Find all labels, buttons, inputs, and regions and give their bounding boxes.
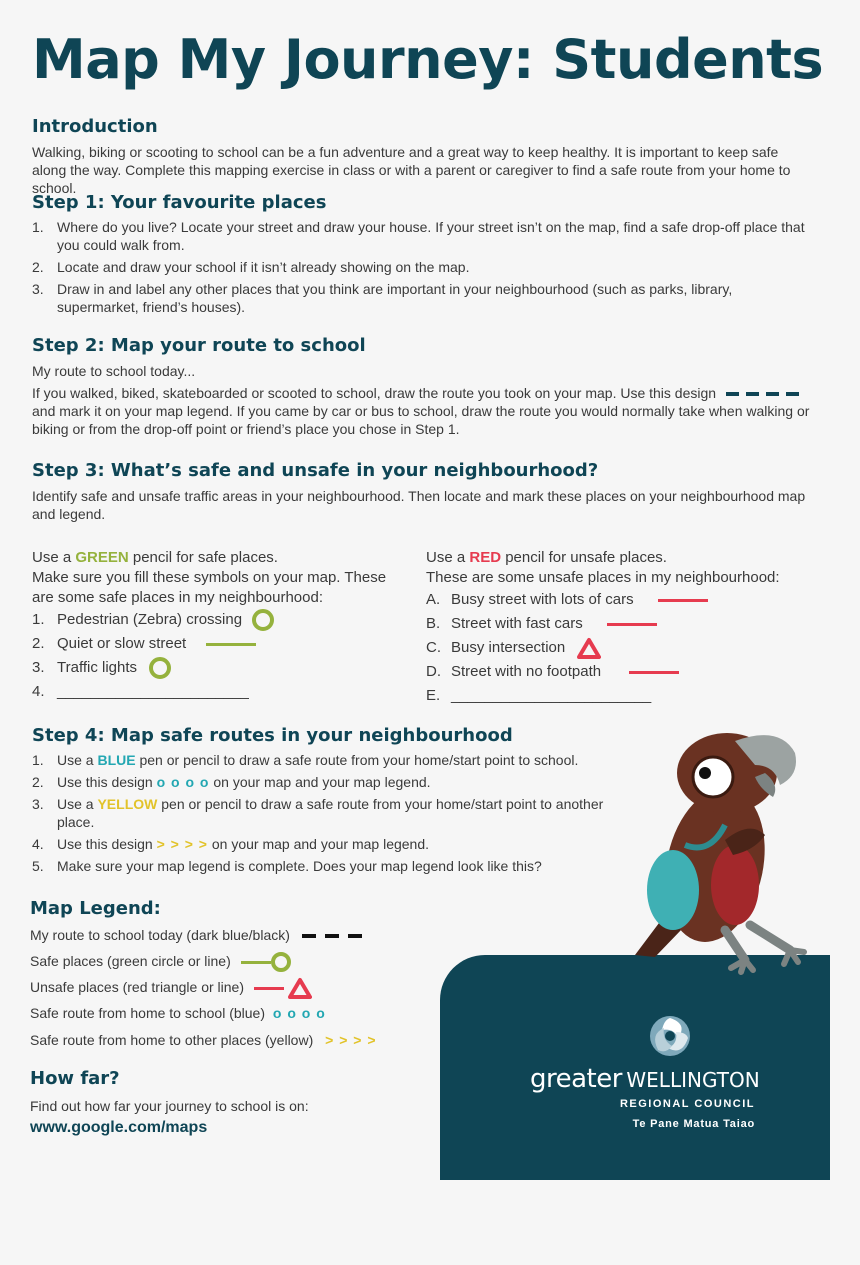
list-item: 4. Use this design > > > > on your map and your map legend. (32, 836, 430, 852)
safe-places-column (32, 548, 397, 704)
step3-heading: Step 3: What’s safe and unsafe in your neighbourhood? (32, 460, 599, 481)
list-item: E. ________________________ (426, 687, 652, 704)
red-line-icon (629, 671, 679, 674)
list-item: 1. Where do you live? Locate your street and draw your house. If your street isn’t on the map, find a safe drop-off place that you could walk from. (32, 219, 805, 253)
list-item: B. Street with fast cars (426, 612, 826, 636)
red-line-icon (607, 623, 657, 626)
list-item: A. Busy street with lots of cars (426, 588, 826, 612)
step1-heading: Step 1: Your favourite places (32, 192, 327, 213)
green-word: GREEN (75, 549, 129, 566)
red-triangle-icon (577, 637, 601, 659)
unsafe-line2: These are some unsafe places in my neighbourhood: (426, 569, 780, 586)
step1-list (32, 218, 812, 316)
legend-heading: Map Legend: (30, 898, 161, 919)
list-item: 1. Use a BLUE pen or pencil to draw a safe route from your home/start point to school. (32, 752, 579, 768)
intro-text: Walking, biking or scooting to school can be a fun adventure and a great way to keep healthy. It is important to keep safe along the way. Complete this mapping exercise in class or with a parent or caregiver to find a safe route from your home to school. (32, 144, 791, 196)
step3-text: Identify safe and unsafe traffic areas in your neighbourhood. Then locate and mark these places on your neighbourhood map and legend. (32, 488, 806, 522)
list-item: D. Street with no footpath (426, 660, 826, 684)
black-dash-icon (300, 931, 366, 941)
legend-row: Safe route from home to school (blue) o o o o (30, 1005, 326, 1021)
list-item: 3. Traffic lights (32, 656, 397, 680)
step4-section (32, 725, 612, 879)
step4-list (32, 751, 612, 875)
list-item: 5. Make sure your map legend is complete. Does your map legend look like this? (32, 858, 542, 874)
step1-section (32, 192, 812, 320)
yellow-arrows-symbol: > > > > (325, 1032, 377, 1048)
legend-row: My route to school today (dark blue/black) (30, 925, 366, 945)
how-far-text: Find out how far your journey to school is on: (30, 1098, 309, 1114)
list-item: 3. Draw in and label any other places that you think are important in your neighbourhood (such as parks, library, supermarket, friend’s houses). (32, 281, 733, 315)
google-maps-link[interactable]: www.google.com/maps (30, 1119, 208, 1136)
green-circle-icon (252, 609, 274, 631)
safe-intro: Use a GREEN pencil for safe places. (32, 549, 278, 566)
list-item: 2. Locate and draw your school if it isn’t already showing on the map. (32, 259, 470, 275)
step4-heading: Step 4: Map safe routes in your neighbourhood (32, 725, 513, 746)
dash-line-icon (724, 389, 802, 399)
green-line-icon (206, 643, 256, 646)
green-circle-icon (271, 952, 291, 972)
legend-row: Safe route from home to other places (yellow) > > > > (30, 1032, 377, 1048)
green-line-icon (241, 961, 271, 964)
list-item: 2. Use this design o o o o on your map and your map legend. (32, 774, 431, 790)
red-triangle-icon (288, 977, 312, 999)
council-wordmark: greater WELLINGTON (530, 1064, 760, 1094)
council-logo-icon (648, 1014, 692, 1058)
list-item: 3. Use a YELLOW pen or pencil to draw a safe route from your home/start point to another place. (32, 796, 604, 830)
intro-section (32, 116, 812, 197)
list-item: 4. _______________________ (32, 683, 249, 700)
step2-section (32, 335, 812, 438)
list-item: 2. Quiet or slow street (32, 632, 397, 656)
unsafe-places-column (426, 548, 826, 708)
council-maori-name: Te Pane Matua Taiao (632, 1118, 755, 1130)
step2-line1: My route to school today... (32, 363, 196, 379)
intro-heading: Introduction (32, 116, 158, 137)
list-item: C. Busy intersection (426, 636, 826, 660)
unsafe-intro: Use a RED pencil for unsafe places. (426, 549, 667, 566)
step2-text: If you walked, biked, skateboarded or scooted to school, draw the route you took on your map. Use this design and mark it on your map legend. If you came by car or bus to school, draw the route you would normally take when walking or biking or from the drop-off point or friend’s place you chose in Step 1. (32, 385, 810, 437)
list-item: 1. Pedestrian (Zebra) crossing (32, 608, 397, 632)
how-far-heading: How far? (30, 1068, 120, 1089)
kea-bird-illustration (615, 725, 830, 980)
red-line-icon (254, 987, 284, 990)
how-far-section (30, 1068, 390, 1137)
safe-line2: Make sure you fill these symbols on your map. These are some safe places in my neighbourhood: (32, 569, 387, 606)
page-title: Map My Journey: Students (32, 28, 824, 91)
red-line-icon (658, 599, 708, 602)
green-circle-icon (149, 657, 171, 679)
step3-section (32, 460, 812, 523)
red-word: RED (469, 549, 502, 566)
step2-heading: Step 2: Map your route to school (32, 335, 366, 356)
council-name: REGIONAL COUNCIL (619, 1098, 755, 1110)
blue-dots-symbol: o o o o (272, 1005, 326, 1021)
legend-row: Safe places (green circle or line) (30, 951, 291, 971)
legend-row: Unsafe places (red triangle or line) (30, 977, 312, 997)
